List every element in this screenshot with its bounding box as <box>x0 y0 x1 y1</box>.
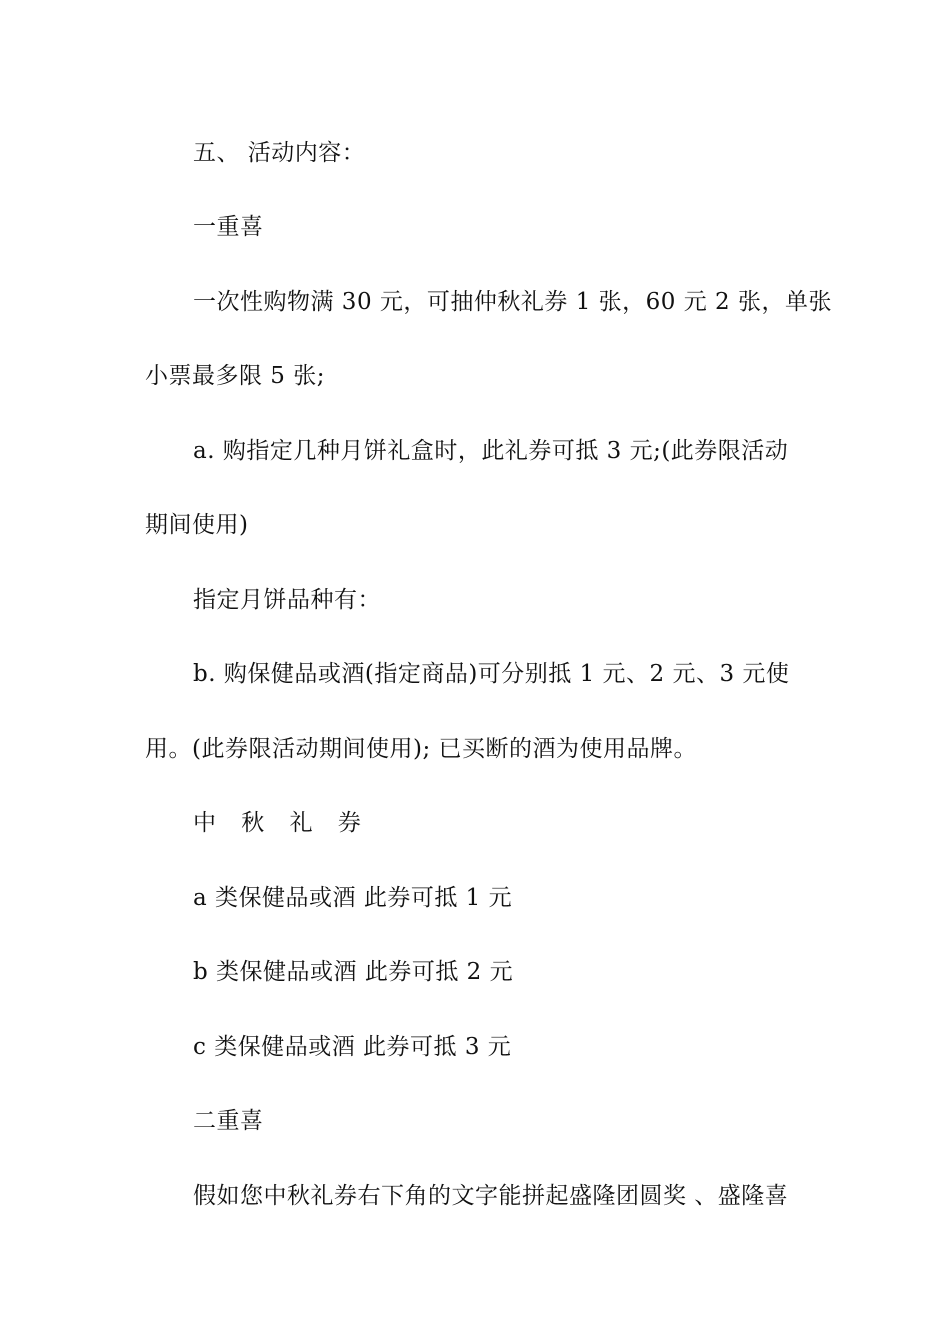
coupon-title: 中 秋 礼 券 <box>193 810 370 836</box>
paragraph-line: 用。(此券限活动期间使用); 已买断的酒为使用品牌。 <box>145 736 698 762</box>
paragraph-line: b. 购保健品或酒(指定商品)可分别抵 1 元、2 元、3 元使 <box>193 661 790 687</box>
coupon-item: c 类保健品或酒 此券可抵 3 元 <box>193 1034 512 1060</box>
paragraph-line: 小票最多限 5 张; <box>145 363 326 389</box>
section-heading: 五、 活动内容： <box>193 140 366 166</box>
paragraph-line: a. 购指定几种月饼礼盒时，此礼券可抵 3 元;(此券限活动 <box>193 438 789 464</box>
coupon-item: a 类保健品或酒 此券可抵 1 元 <box>193 885 513 911</box>
paragraph-line: 假如您中秋礼券右下角的文字能拼起盛隆团圆奖 、盛隆喜 <box>193 1183 789 1209</box>
subheading-first-prize: 一重喜 <box>193 214 264 240</box>
paragraph-line: 指定月饼品种有： <box>193 587 381 613</box>
coupon-item: b 类保健品或酒 此券可抵 2 元 <box>193 959 514 985</box>
subheading-second-prize: 二重喜 <box>193 1108 264 1134</box>
paragraph-line: 一次性购物满 30 元，可抽仲秋礼券 1 张，60 元 2 张，单张 <box>193 289 832 315</box>
paragraph-line: 期间使用) <box>145 512 249 538</box>
